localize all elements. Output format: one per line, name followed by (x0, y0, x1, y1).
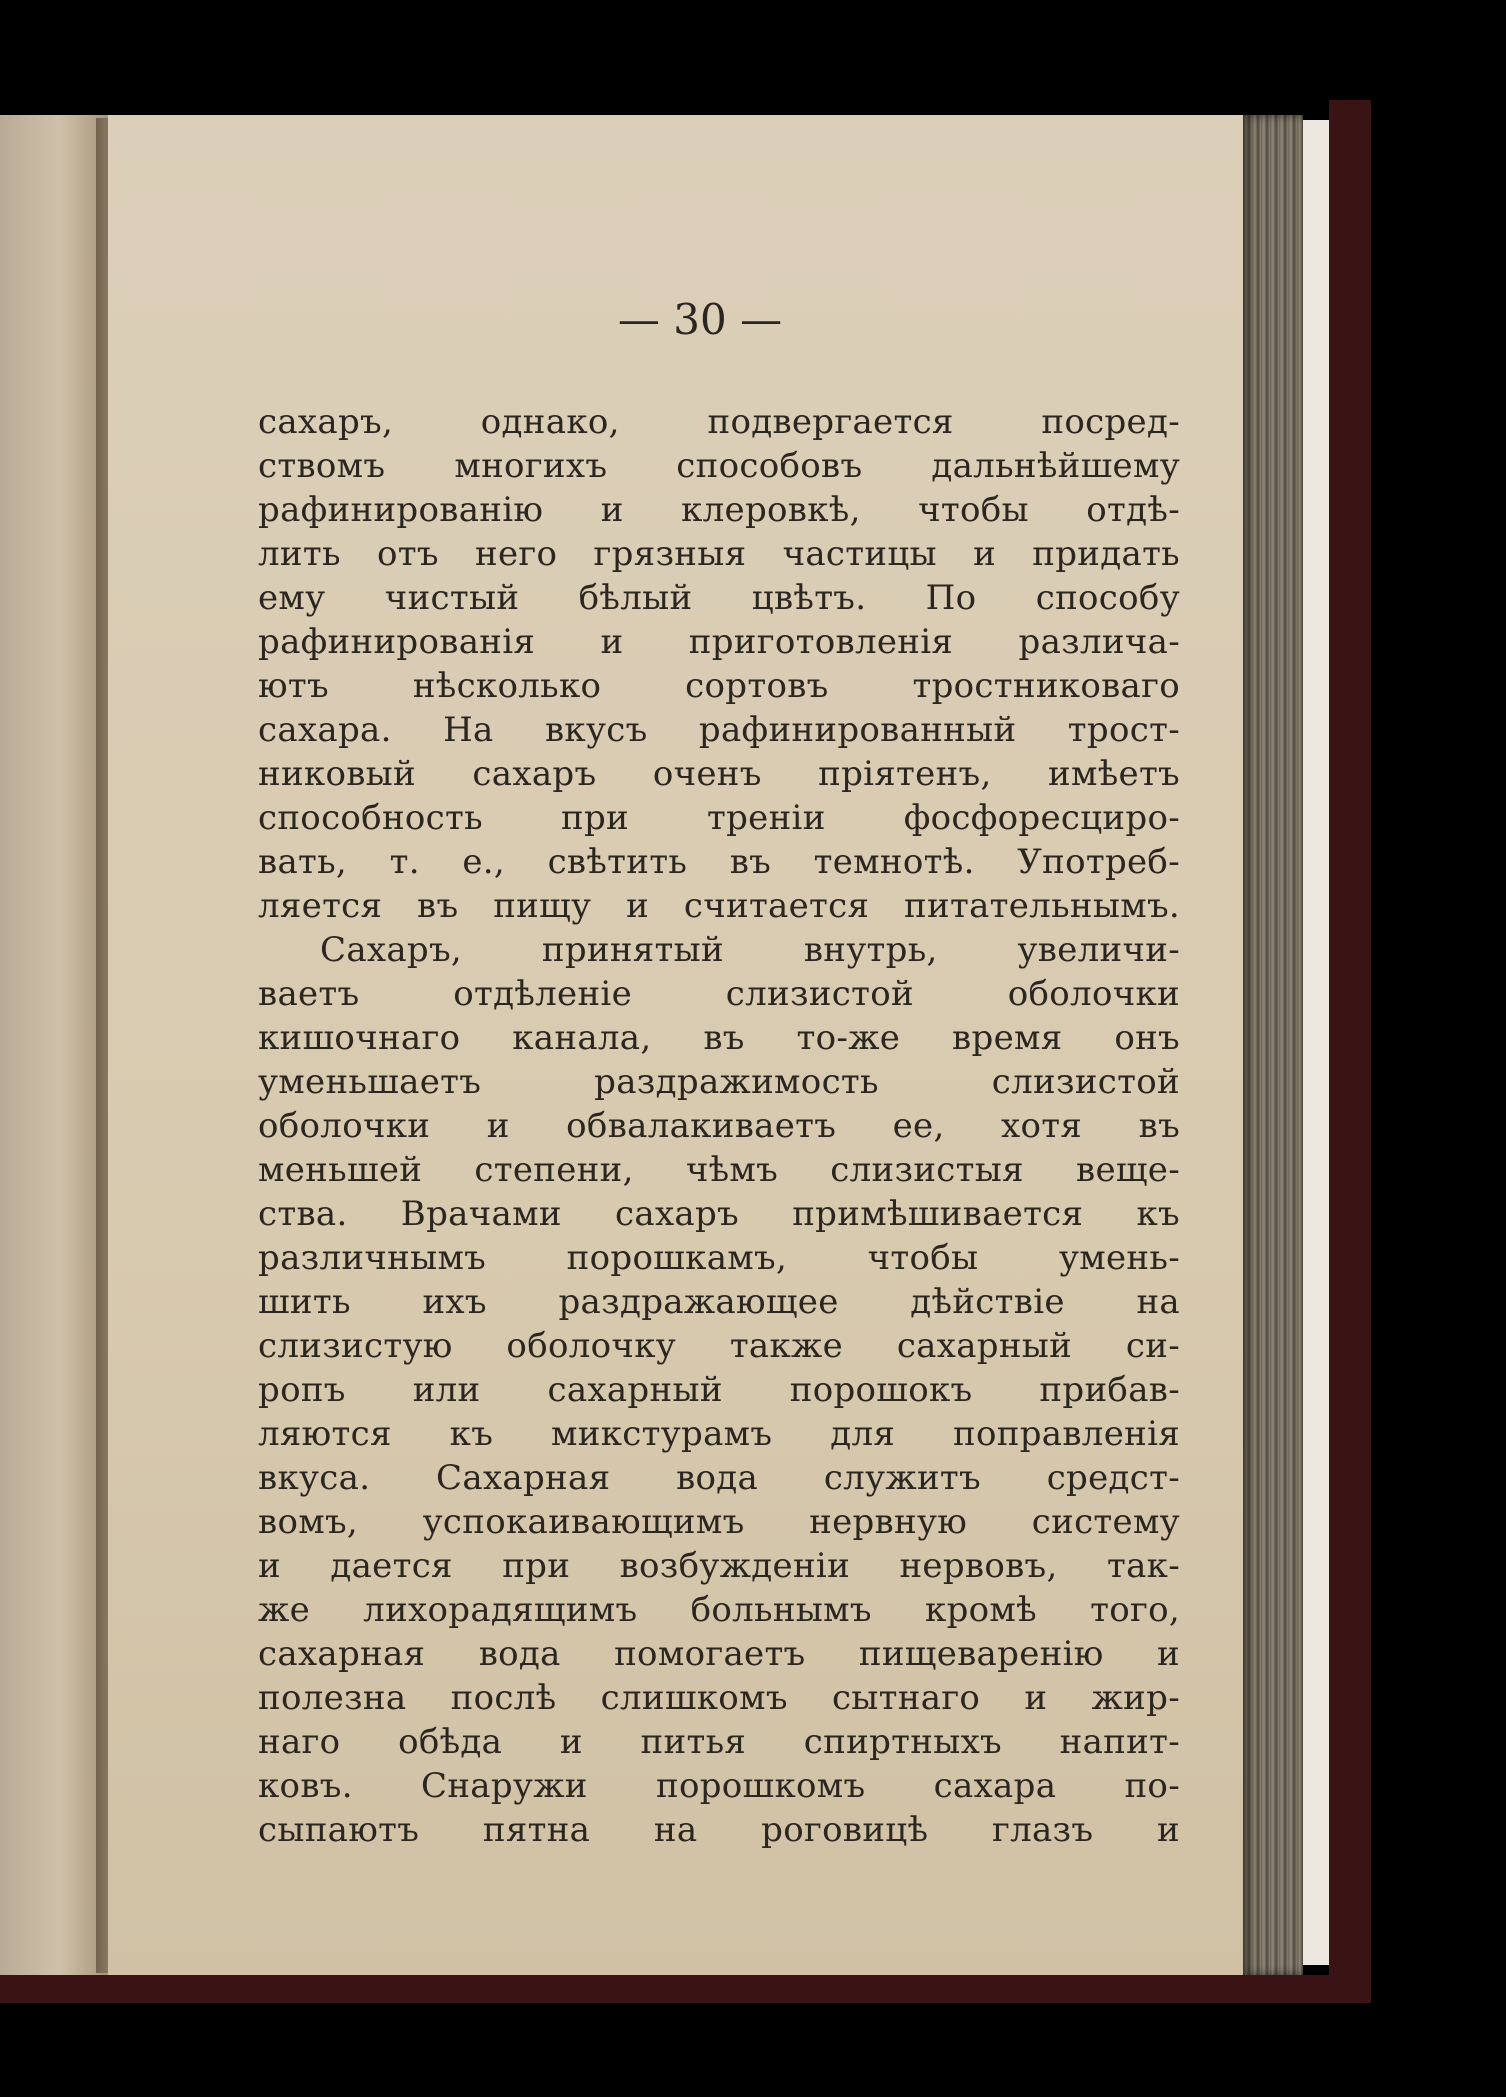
text-line: ства. Врачами сахаръ примѣшивается къ (258, 1194, 1180, 1234)
text-line: ковъ. Снаружи порошкомъ сахара по- (258, 1766, 1180, 1806)
page-text (258, 400, 1180, 1852)
text-line: сыпаютъ пятна на роговицѣ глазъ и (258, 1810, 1180, 1850)
text-line: сахара. На вкусъ рафинированный трост- (258, 710, 1180, 750)
text-line: ваетъ отдѣленіе слизистой оболочки (258, 974, 1180, 1014)
page-block-edge (1303, 120, 1329, 1965)
text-line: вкуса. Сахарная вода служитъ средст- (258, 1458, 1180, 1498)
text-line: лить отъ него грязныя частицы и придать (258, 534, 1180, 574)
text-line: наго обѣда и питья спиртныхъ напит- (258, 1722, 1180, 1762)
text-line: слизистую оболочку также сахарный си- (258, 1326, 1180, 1366)
text-line: никовый сахаръ оченъ пріятенъ, имѣетъ (258, 754, 1180, 794)
text-line: меньшей степени, чѣмъ слизистыя веще- (258, 1150, 1180, 1190)
page-number: — 30 — (617, 295, 783, 344)
page-edges (1243, 115, 1303, 1975)
text-line: рафинированію и клеровкѣ, чтобы отдѣ- (258, 490, 1180, 530)
text-line: способность при треніи фосфоресциро- (258, 798, 1180, 838)
text-line: ляется въ пищу и считается питательнымъ. (258, 886, 1180, 926)
text-line: ютъ нѣсколько сортовъ тростниковаго (258, 666, 1180, 706)
book-cover-bottom (0, 1975, 1371, 2003)
text-line: Сахаръ, принятый внутрь, увеличи- (320, 930, 1180, 970)
text-line: вомъ, успокаивающимъ нервную систему (258, 1502, 1180, 1542)
text-line: же лихорадящимъ больнымъ кромѣ того, (258, 1590, 1180, 1630)
text-line: полезна послѣ слишкомъ сытнаго и жир- (258, 1678, 1180, 1718)
text-line: различнымъ порошкамъ, чтобы умень- (258, 1238, 1180, 1278)
text-line: уменьшаетъ раздражимость слизистой (258, 1062, 1180, 1102)
text-line: оболочки и обвалакиваетъ ее, хотя въ (258, 1106, 1180, 1146)
text-line: ропъ или сахарный порошокъ прибав- (258, 1370, 1180, 1410)
text-line: ляются къ микстурамъ для поправленія (258, 1414, 1180, 1454)
text-line: шить ихъ раздражающее дѣйствіе на (258, 1282, 1180, 1322)
text-line: сахаръ, однако, подвергается посред- (258, 402, 1180, 442)
text-line: вать, т. е., свѣтить въ темнотѣ. Употреб- (258, 842, 1180, 882)
left-page (0, 115, 108, 1975)
text-line: кишочнаго канала, въ то-же время онъ (258, 1018, 1180, 1058)
book-cover-edge (1329, 100, 1371, 1990)
text-line: сахарная вода помогаетъ пищеваренію и (258, 1634, 1180, 1674)
text-line: рафинированія и приготовленія различа- (258, 622, 1180, 662)
text-line: ствомъ многихъ способовъ дальнѣйшему (258, 446, 1180, 486)
text-line: ему чистый бѣлый цвѣтъ. По способу (258, 578, 1180, 618)
text-line: и дается при возбужденіи нервовъ, так- (258, 1546, 1180, 1586)
